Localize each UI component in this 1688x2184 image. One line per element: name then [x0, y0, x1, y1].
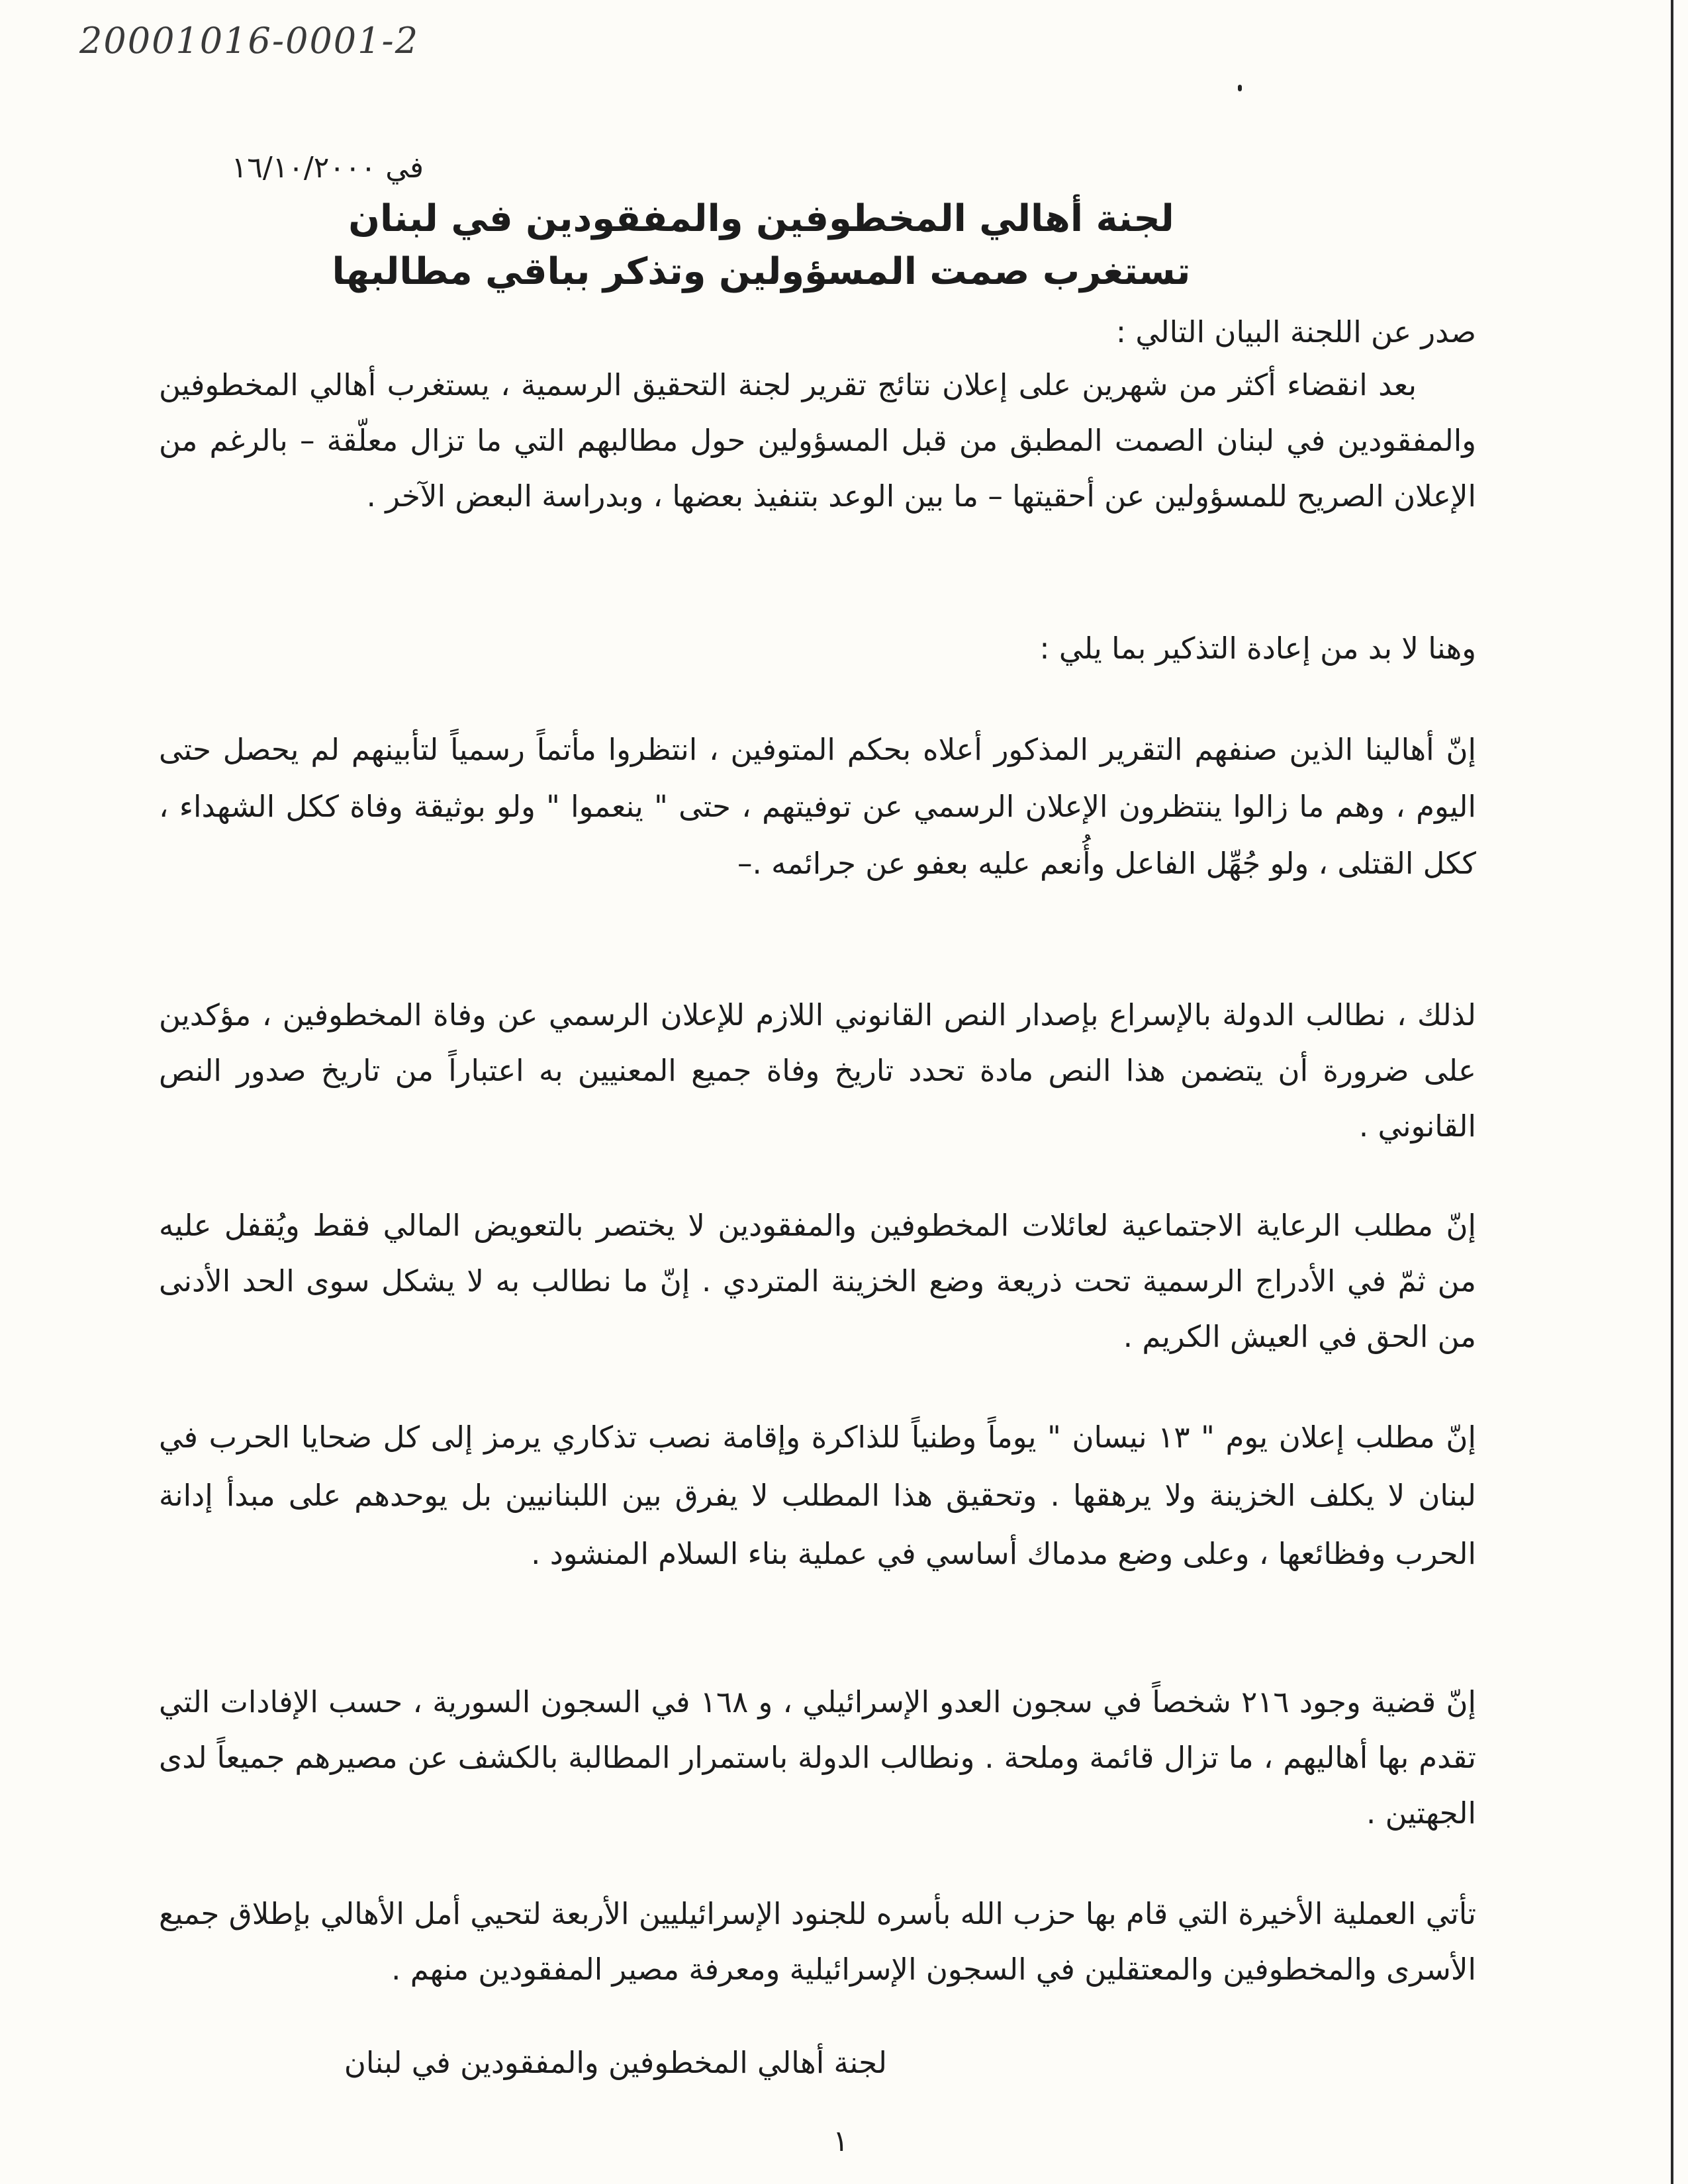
- page-title: لجنة أهالي المخطوفين والمفقودين في لبنان: [348, 197, 1174, 240]
- page-subtitle: تستغرب صمت المسؤولين وتذكر بباقي مطالبها: [332, 250, 1191, 293]
- ink-dot: [1238, 85, 1242, 91]
- bullet-dash: –: [737, 846, 753, 881]
- list-item: [159, 987, 1476, 1154]
- signature-line: لجنة أهالي المخطوفين والمفقودين في لبنان: [344, 2045, 887, 2080]
- bullet-text: إنّ مطلب إعلان يوم " ١٣ نيسان " يوماً وطنياً للذاكرة وإقامة نصب تذكاري يرمز إلى كل ضحايا الحرب في لبنان لا يكلف الخزينة ولا يرهقها . وتحقيق هذا المطلب لا يفرق بين اللبنانيين بل يوحدهم على مبدأ إدانة الحرب وفظائعها ، وعلى وضع مدماك أساسي في عملية بناء السلام المنشود .: [159, 1420, 1476, 1571]
- intro-line: صدر عن اللجنة البيان التالي :: [1115, 314, 1476, 349]
- bullet-text: إنّ مطلب الرعاية الاجتماعية لعائلات المخطوفين والمفقودين لا يختصر بالتعويض المالي فقط ويُقفل عليه من ثمّ في الأدراج الرسمية تحت ذريعة وضع الخزينة المتردي . إنّ ما نطالب به لا يشكل سوى الحد الأدنى من الحق في العيش الكريم .: [159, 1208, 1476, 1354]
- handwritten-reference-number: 20001016-0001-2: [79, 20, 420, 62]
- opening-paragraph: بعد انقضاء أكثر من شهرين على إعلان نتائج تقرير لجنة التحقيق الرسمية ، يستغرب أهالي المخطوفين والمفقودين في لبنان الصمت المطبق من قبل المسؤولين حول مطالبهم التي ما تزال معلّقة – بالرغم من الإعلان الصريح للمسؤولين عن أحقيتها – ما بين الوعد بتنفيذ بعضها ، وبدراسة البعض الآخر .: [159, 367, 1476, 514]
- scan-edge-line: [1671, 0, 1673, 2184]
- bullet-text: إنّ قضية وجود ٢١٦ شخصاً في سجون العدو الإسرائيلي ، و ١٦٨ في السجون السورية ، حسب الإفادات التي تقدم بها أهاليهم ، ما تزال قائمة وملحة . ونطالب الدولة باستمرار المطالبة بالكشف عن مصيرهم جميعاً لدى الجهتين .: [159, 1684, 1476, 1831]
- bullet-text: لذلك ، نطالب الدولة بالإسراع بإصدار النص القانوني اللازم للإعلان الرسمي عن وفاة المخطوفين ، مؤكدين على ضرورة أن يتضمن هذا النص مادة تحدد تاريخ وفاة جميع المعنيين به اعتباراً من تاريخ صدور النص القانوني .: [159, 997, 1476, 1144]
- page-number: ١: [833, 2124, 849, 2158]
- list-item: [159, 1674, 1476, 1841]
- list-item: [159, 1408, 1476, 1583]
- list-item: [159, 721, 1476, 892]
- bullet-text: إنّ أهالينا الذين صنفهم التقرير المذكور أعلاه بحكم المتوفين ، انتظروا مأتماً رسمياً لتأبينهم لم يحصل حتى اليوم ، وهم ما زالوا ينتظرون الإعلان الرسمي عن توفيتهم ، حتى " ينعموا " ولو بوثيقة وفاة ككل الشهداء ، ككل القتلى ، ولو جُهِّل الفاعل وأُنعم عليه بعفو عن جرائمه .: [159, 732, 1476, 881]
- reminder-intro: وهنا لا بد من إعادة التذكير بما يلي :: [1039, 631, 1476, 666]
- document-date: في ١٦/١٠/٢٠٠٠: [231, 151, 424, 185]
- list-item: [159, 1886, 1476, 1997]
- list-item: [159, 1198, 1476, 1365]
- bullet-text: تأتي العملية الأخيرة التي قام بها حزب الله بأسره للجنود الإسرائيليين الأربعة لتحيي أمل الأهالي بإطلاق جميع الأسرى والمخطوفين والمعتقلين في السجون الإسرائيلية ومعرفة مصير المفقودين منهم .: [159, 1896, 1476, 1987]
